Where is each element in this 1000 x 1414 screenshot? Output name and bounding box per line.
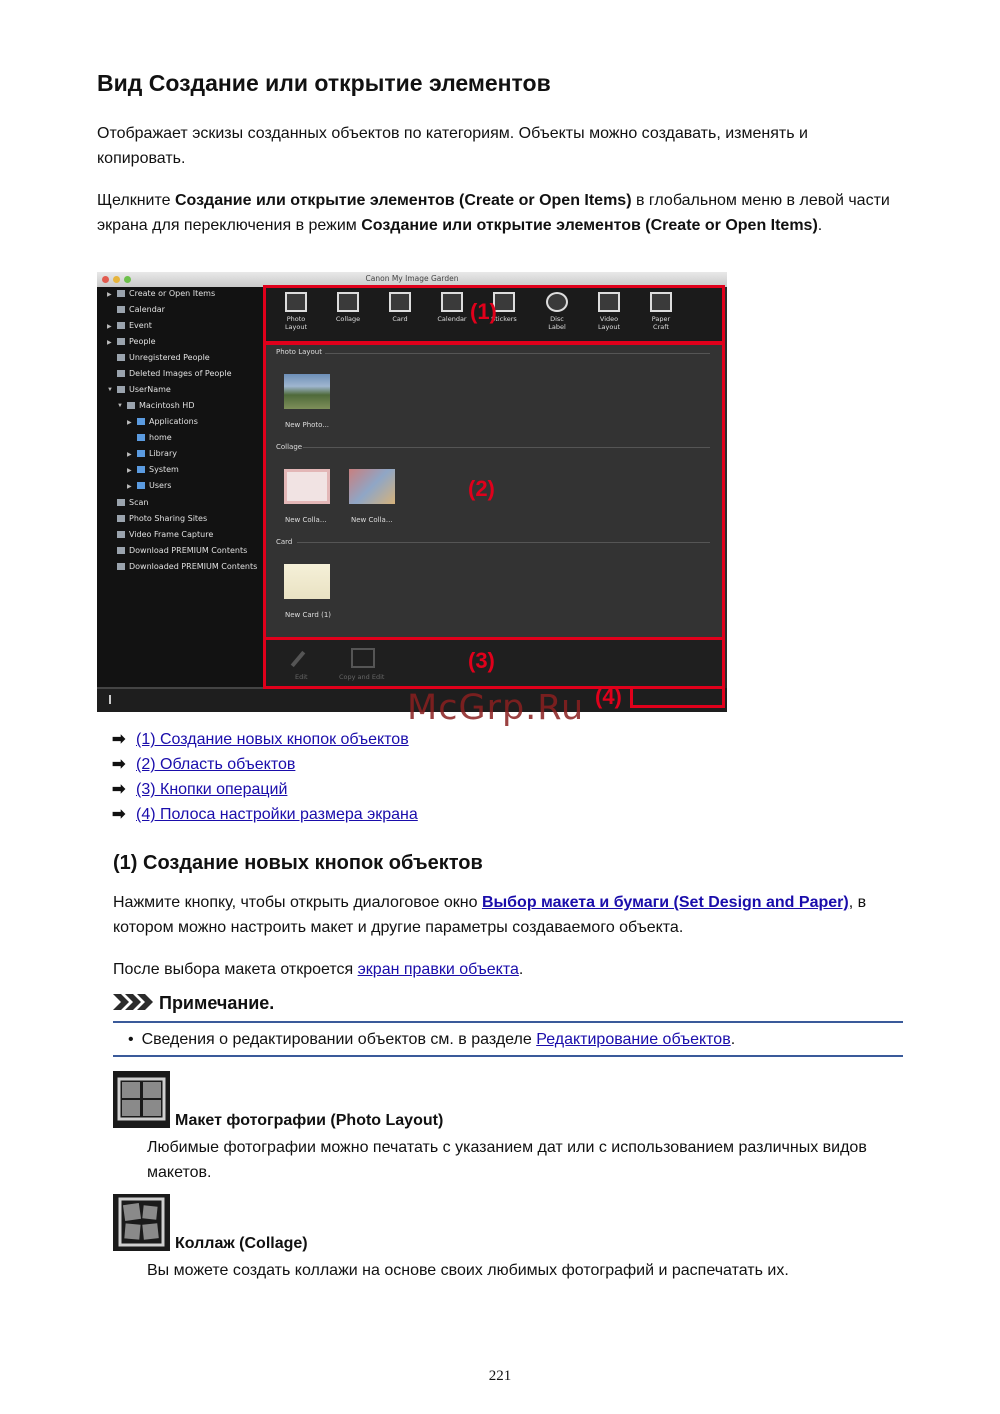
calendar-icon xyxy=(117,306,125,313)
bullet: • xyxy=(128,1031,134,1048)
video-icon xyxy=(117,531,125,538)
expand-arrow-icon: ▶ xyxy=(107,292,112,298)
tool-label: Collage xyxy=(335,315,361,323)
tool-label: Stickers xyxy=(491,315,517,323)
app-screenshot xyxy=(97,272,727,712)
instruction-suffix: . xyxy=(817,217,823,234)
sidebar-item-scan xyxy=(117,498,148,507)
sidebar-item-label: Event xyxy=(129,321,152,330)
instruction-middle: в глобальном меню в левой части экрана для переключения в режим xyxy=(97,192,890,234)
expand-arrow-icon: ▶ xyxy=(127,452,132,458)
tool-label: Disc Label xyxy=(548,315,566,331)
sidebar-item-video-frame xyxy=(117,530,213,539)
sidebar-item-label: Library xyxy=(149,449,177,458)
category-label: Collage xyxy=(276,443,303,451)
instruction-prefix: Щелкните xyxy=(97,192,175,209)
folder-icon xyxy=(137,466,145,473)
link-item-2[interactable] xyxy=(112,754,295,776)
folder-icon xyxy=(137,450,145,457)
person-icon xyxy=(117,354,125,361)
text-fragment: . xyxy=(730,1031,736,1048)
intro-paragraph: Отображает эскизы созданных объектов по категориям. Объекты можно создавать, изменять и копировать. xyxy=(97,125,808,167)
text-fragment: Сведения о редактировании объектов см. в разделе xyxy=(141,1031,537,1048)
sidebar-item-system xyxy=(137,465,179,474)
sidebar-item-label: Create or Open Items xyxy=(129,289,216,298)
callout-label-1: (1) xyxy=(470,299,497,324)
note-arrows-icon xyxy=(113,994,153,1015)
link-create-buttons[interactable]: (1) Создание новых кнопок объектов xyxy=(136,731,409,748)
event-icon xyxy=(117,322,125,329)
folder-icon xyxy=(137,482,145,489)
sidebar-item-unregistered xyxy=(117,353,210,362)
sidebar-item-label: People xyxy=(129,337,156,346)
sidebar-item-label: Scan xyxy=(129,498,149,507)
folder-icon xyxy=(137,418,145,425)
note-header xyxy=(113,993,274,1015)
instruction-bold-2: Создание или открытие элементов (Create or Open Items) xyxy=(361,217,818,234)
drive-icon xyxy=(127,402,135,409)
sidebar-item-users xyxy=(137,481,171,490)
sidebar-item-label: Macintosh HD xyxy=(139,401,195,410)
link-item-4[interactable] xyxy=(112,804,418,826)
download-icon xyxy=(117,547,125,554)
person-icon xyxy=(117,370,125,377)
link-edit-screen[interactable]: экран правки объекта xyxy=(357,961,519,978)
tool-label: Photo Layout xyxy=(284,315,308,331)
download-icon xyxy=(117,563,125,570)
watermark: McGrp.Ru xyxy=(407,688,585,728)
category-label: Photo Layout xyxy=(276,348,322,356)
sidebar-item-label: Applications xyxy=(149,417,198,426)
sidebar-item-calendar xyxy=(117,305,165,314)
sidebar-item-label: Photo Sharing Sites xyxy=(129,514,208,523)
share-icon xyxy=(117,515,125,522)
operation-label: Edit xyxy=(295,673,308,681)
callout-label-3: (3) xyxy=(468,648,495,673)
thumbnail-label: New Card (1) xyxy=(285,611,332,619)
instruction-bold-1: Создание или открытие элементов (Create or Open Items) xyxy=(174,192,632,209)
sidebar-item-label: Video Frame Capture xyxy=(129,530,214,539)
sidebar-item-applications xyxy=(137,417,198,426)
item-title-photo-layout: Макет фотографии (Photo Layout) xyxy=(175,1112,444,1129)
link-item-3[interactable] xyxy=(112,779,287,801)
arrow-right-icon: ➡ xyxy=(112,806,126,823)
sidebar-item-label: home xyxy=(149,433,172,442)
tool-label: Calendar xyxy=(437,315,467,323)
tool-label: Card xyxy=(392,315,408,323)
page-number: 221 xyxy=(488,1368,512,1384)
sidebar-item-label: Downloaded PREMIUM Contents xyxy=(129,562,258,571)
section-paragraph-1 xyxy=(113,890,903,940)
tool-label: Paper Craft xyxy=(651,315,671,331)
arrow-right-icon: ➡ xyxy=(112,731,126,748)
window-title: Canon My Image Garden xyxy=(365,274,459,283)
sidebar-item-event xyxy=(117,321,152,330)
sidebar-item-deleted xyxy=(117,369,232,378)
collapse-arrow-icon: ▼ xyxy=(117,403,123,409)
photo-layout-icon xyxy=(113,1071,170,1128)
sidebar-item-library xyxy=(137,449,177,458)
item-desc-photo-layout: Любимые фотографии можно печатать с указанием дат или с использованием различных видов макетов. xyxy=(147,1139,867,1181)
expand-arrow-icon: ▶ xyxy=(127,420,132,426)
sidebar-item-photo-sharing xyxy=(117,514,207,523)
text-fragment: После выбора макета откроется xyxy=(113,961,358,978)
text-fragment: Нажмите кнопку, чтобы открыть диалоговое окно xyxy=(113,894,482,911)
sidebar-item-username xyxy=(117,385,171,394)
sidebar-item-create xyxy=(117,289,215,298)
link-operation-buttons[interactable]: (3) Кнопки операций xyxy=(136,781,288,798)
sidebar-item-label: Deleted Images of People xyxy=(129,369,232,378)
link-edit-items[interactable]: Редактирование объектов xyxy=(536,1031,731,1048)
create-icon xyxy=(117,290,125,297)
sidebar-item-label: System xyxy=(149,465,179,474)
expand-arrow-icon: ▶ xyxy=(107,340,112,346)
sidebar-bottom-bar xyxy=(97,687,263,712)
text-fragment: . xyxy=(518,961,524,978)
callout-box-4 xyxy=(630,686,725,708)
sidebar xyxy=(97,287,263,687)
sidebar-item-label: Unregistered People xyxy=(129,353,210,362)
info-icon xyxy=(109,695,111,704)
text-fragment: , в котором можно настроить макет и другие параметры создаваемого объекта. xyxy=(113,894,867,936)
sidebar-item-macintosh xyxy=(127,401,194,410)
expand-arrow-icon: ▶ xyxy=(127,484,132,490)
link-zoom-bar[interactable]: (4) Полоса настройки размера экрана xyxy=(136,806,418,823)
sidebar-item-download-premium xyxy=(117,546,247,555)
sidebar-item-label: Download PREMIUM Contents xyxy=(129,546,248,555)
arrow-right-icon: ➡ xyxy=(112,781,126,798)
thumbnail-label: New Colla... xyxy=(351,516,393,524)
operation-label: Copy and Edit xyxy=(339,673,385,681)
note-box xyxy=(113,1021,903,1057)
instruction-paragraph xyxy=(97,188,897,238)
collapse-arrow-icon: ▼ xyxy=(107,387,113,393)
tool-label: Video Layout xyxy=(597,315,621,331)
sidebar-item-home xyxy=(137,433,172,442)
page-title: Вид Создание или открытие элементов xyxy=(97,70,551,96)
link-items-area[interactable]: (2) Область объектов xyxy=(136,756,296,773)
thumbnail-label: New Photo... xyxy=(285,421,330,429)
link-set-design-paper[interactable]: Выбор макета и бумаги (Set Design and Paper) xyxy=(481,894,849,911)
scan-icon xyxy=(117,499,125,506)
sidebar-item-people xyxy=(117,337,156,346)
callout-label-2: (2) xyxy=(468,476,495,501)
note-text xyxy=(128,1027,735,1052)
item-title-collage: Коллаж (Collage) xyxy=(175,1235,308,1252)
collage-icon xyxy=(113,1194,170,1251)
sidebar-item-label: UserName xyxy=(129,385,171,394)
expand-arrow-icon: ▶ xyxy=(127,468,132,474)
home-icon xyxy=(137,434,145,441)
sidebar-item-label: Calendar xyxy=(129,305,165,314)
note-title: Примечание. xyxy=(159,993,275,1013)
category-label: Card xyxy=(276,538,293,546)
arrow-right-icon: ➡ xyxy=(112,756,126,773)
item-desc-collage: Вы можете создать коллажи на основе своих любимых фотографий и распечатать их. xyxy=(147,1262,789,1279)
section-paragraph-2 xyxy=(113,957,903,982)
section-heading: (1) Создание новых кнопок объектов xyxy=(113,852,483,874)
expand-arrow-icon: ▶ xyxy=(107,324,112,330)
callout-label-4: (4) xyxy=(595,684,622,709)
person-icon xyxy=(117,338,125,345)
sidebar-item-label: Users xyxy=(149,481,172,490)
thumbnail-label: New Colla... xyxy=(285,516,327,524)
link-item-1[interactable] xyxy=(112,729,409,751)
sidebar-item-downloaded-premium xyxy=(117,562,257,571)
computer-icon xyxy=(117,386,125,393)
